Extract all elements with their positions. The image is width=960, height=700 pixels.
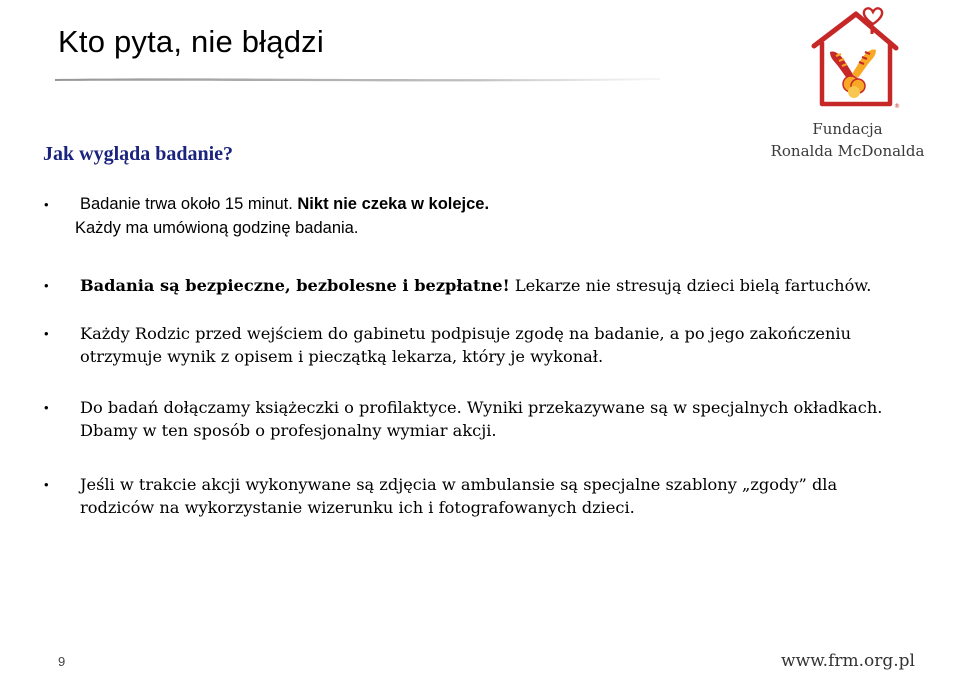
bullet-item-4 [43, 396, 913, 443]
bullet-dot: • [44, 399, 49, 415]
website-url: www.frm.org.pl [781, 651, 915, 671]
bullet-4-text: Do badań dołączamy książeczki o profilaktyce. Wyniki przekazywane są w specjalnych okładkach. Dbamy w ten sposób o profesjonalny wymiar akcji. [80, 397, 883, 440]
bullet-2-text: Lekarze nie stresują dzieci bielą fartuchów. [509, 276, 872, 295]
bullet-1-emphasis: Nikt nie czeka w kolejce. [297, 195, 490, 213]
bullet-item-5 [43, 473, 913, 520]
bullet-5-text: Jeśli w trakcie akcji wykonywane są zdjęcia w ambulansie są specjalne szablony „zgody” dla rodziców na wykorzystanie wizerunku ich i fotografowanych dzieci. [80, 474, 838, 517]
bullet-dot: • [44, 197, 49, 212]
brand-line-fundacja: Fundacja [812, 120, 883, 138]
bullet-list [43, 193, 913, 520]
bullet-item-1 [43, 193, 913, 217]
bullet-2-emphasis: Badania są bezpieczne, bezbolesne i bezpłatne! [80, 276, 510, 295]
bullet-1-continuation: Każdy ma umówioną godzinę badania. [75, 218, 359, 237]
ronald-mcdonald-house-logo [800, 0, 910, 112]
bullet-item-2 [43, 274, 913, 298]
bullet-dot: • [44, 278, 49, 293]
bullet-dot: • [44, 476, 49, 492]
bullet-3-text: Każdy Rodzic przed wejściem do gabinetu podpisuje zgodę na badanie, a po jego zakończeniu otrzymuje wynik z opisem i pieczątką lekarza, który je wykonał. [80, 323, 852, 366]
title-underline [55, 74, 660, 84]
brand-name [760, 118, 935, 162]
svg-text:®: ® [894, 103, 900, 110]
page-number: 9 [58, 654, 66, 669]
brand-line-ronalda: Ronalda McDonalda [770, 142, 925, 160]
bullet-dot: • [44, 325, 49, 341]
section-heading: Jak wygląda badanie? [43, 143, 234, 165]
bullet-item-3 [43, 322, 913, 369]
slide-title: Kto pyta, nie błądzi [58, 24, 324, 59]
bullet-1-text: Badanie trwa około 15 minut. [80, 195, 298, 213]
